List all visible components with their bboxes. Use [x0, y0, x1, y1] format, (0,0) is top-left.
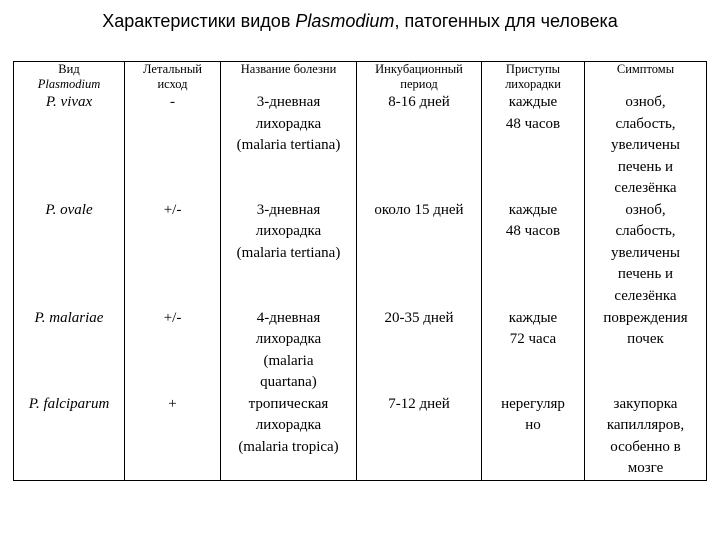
- cell-line: увеличены: [611, 244, 680, 261]
- cell-line: тропическая: [248, 395, 329, 412]
- header-lethal-line: Летальный: [143, 62, 202, 76]
- cell-line: слабость,: [615, 115, 676, 132]
- cell-line: печень и: [617, 266, 674, 282]
- header-attacks: [482, 62, 585, 93]
- cell-line: закупорка: [613, 395, 678, 412]
- cell-line: 48 часов: [505, 223, 561, 239]
- cell-line: лихорадка: [255, 331, 322, 347]
- plasmodium-table: [13, 61, 707, 481]
- cell-lethal: +: [125, 394, 221, 481]
- cell-line: 3-дневная: [256, 94, 321, 110]
- title-prefix: Характеристики видов: [102, 11, 296, 31]
- cell-line: увеличены: [611, 137, 680, 153]
- cell-line: селезёнка: [614, 287, 677, 304]
- header-incubation-line: период: [400, 77, 438, 91]
- table-row: [14, 394, 707, 481]
- title-suffix: , патогенных для человека: [394, 11, 618, 31]
- cell-symptoms: [585, 394, 707, 481]
- cell-line: лихорадка: [255, 115, 322, 132]
- cell-line: каждые: [508, 94, 558, 110]
- table-row: [14, 92, 707, 200]
- header-attacks-line: Приступы: [505, 62, 561, 76]
- cell-incubation: 8-16 дней: [357, 92, 482, 200]
- cell-attacks: [482, 394, 585, 481]
- cell-line: селезёнка: [614, 180, 677, 196]
- cell-disease: [221, 92, 357, 200]
- header-lethal: [125, 62, 221, 93]
- cell-line: лихорадка: [255, 223, 322, 239]
- header-symptoms: [585, 62, 707, 93]
- cell-line: повреждения: [603, 309, 688, 326]
- cell-line: (malaria: [263, 352, 314, 369]
- cell-line: лихорадка: [255, 417, 322, 433]
- cell-line: 72 часа: [509, 331, 557, 347]
- header-row: [14, 62, 707, 93]
- cell-species: P. malariae: [14, 308, 125, 394]
- cell-line: капилляров,: [606, 417, 685, 433]
- cell-line: (malaria tertiana): [236, 137, 341, 153]
- cell-incubation: около 15 дней: [357, 200, 482, 308]
- header-species-genus: Plasmodium: [37, 77, 101, 91]
- cell-line: озноб,: [625, 201, 666, 218]
- cell-line: (malaria tropica): [238, 438, 339, 455]
- cell-lethal: +/-: [125, 200, 221, 308]
- cell-symptoms: [585, 92, 707, 200]
- cell-incubation: 20-35 дней: [357, 308, 482, 394]
- cell-attacks: [482, 200, 585, 308]
- header-disease: [221, 62, 357, 93]
- header-attacks-line: лихорадки: [505, 77, 561, 91]
- header-incubation: [357, 62, 482, 93]
- cell-line: озноб,: [625, 94, 666, 110]
- cell-disease: [221, 394, 357, 481]
- header-lethal-line: исход: [157, 77, 188, 91]
- cell-disease: [221, 308, 357, 394]
- table-row: [14, 200, 707, 308]
- page-title: [0, 11, 720, 32]
- header-species-line: Вид: [58, 62, 80, 76]
- cell-attacks: [482, 92, 585, 200]
- cell-symptoms: [585, 308, 707, 394]
- cell-line: почек: [627, 331, 664, 347]
- cell-line: 48 часов: [505, 115, 561, 132]
- cell-line: но: [525, 417, 541, 433]
- cell-line: каждые: [508, 201, 558, 218]
- cell-line: quartana): [260, 374, 317, 390]
- cell-lethal: -: [125, 92, 221, 200]
- cell-line: мозге: [627, 460, 664, 476]
- cell-line: печень и: [617, 158, 674, 175]
- header-species: [14, 62, 125, 93]
- cell-line: (malaria tertiana): [236, 244, 341, 261]
- table-row: [14, 308, 707, 394]
- cell-line: каждые: [508, 309, 558, 326]
- header-symptoms-line: Симптомы: [616, 62, 675, 76]
- cell-line: 3-дневная: [256, 201, 321, 218]
- header-incubation-line: Инкубационный: [375, 62, 463, 76]
- cell-incubation: 7-12 дней: [357, 394, 482, 481]
- cell-attacks: [482, 308, 585, 394]
- cell-line: нерегуляр: [501, 395, 565, 412]
- title-genus: Plasmodium: [295, 11, 395, 31]
- cell-species: P. falciparum: [14, 394, 125, 481]
- cell-line: слабость,: [615, 223, 676, 239]
- cell-symptoms: [585, 200, 707, 308]
- cell-species: P. vivax: [14, 92, 125, 200]
- cell-species: P. ovale: [14, 200, 125, 308]
- cell-line: 4-дневная: [256, 309, 321, 326]
- cell-line: особенно в: [610, 438, 681, 455]
- cell-disease: [221, 200, 357, 308]
- header-disease-line: Название болезни: [240, 62, 337, 76]
- cell-lethal: +/-: [125, 308, 221, 394]
